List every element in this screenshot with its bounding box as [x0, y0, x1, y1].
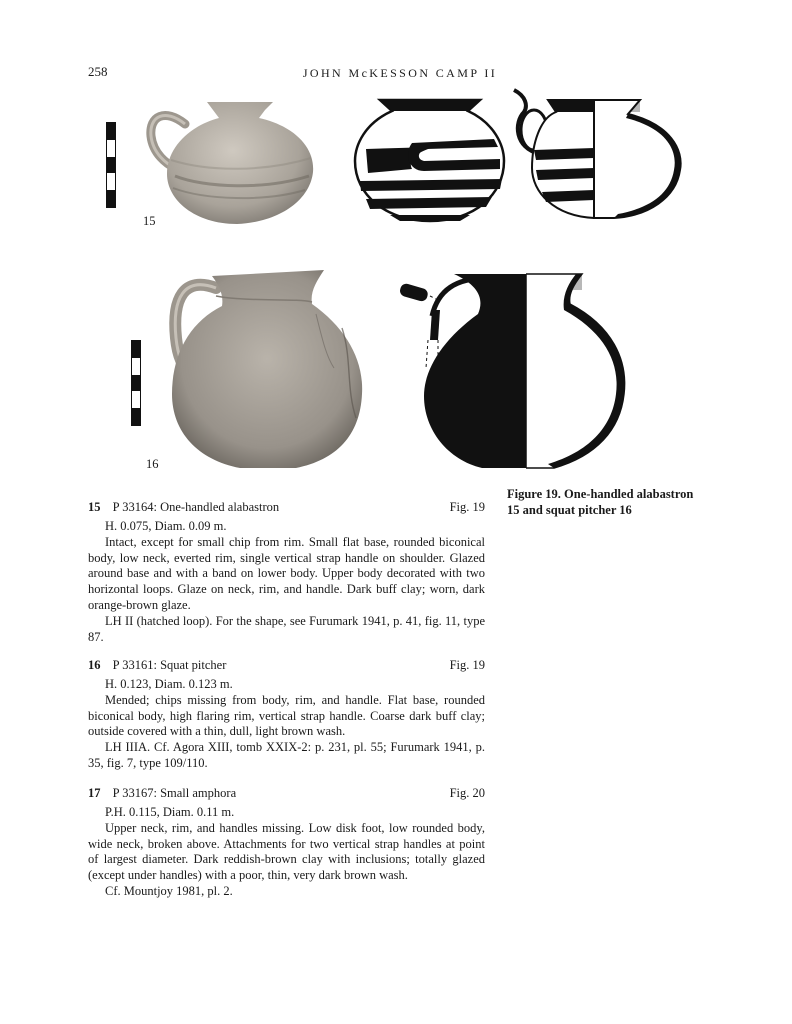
- entry-number: 15: [88, 500, 101, 514]
- entry-notes: LH IIIA. Cf. Agora XIII, tomb XXIX-2: p. 231, pl. 55; Furumark 1941, p. 35, fig. 7, type 109/110.: [88, 740, 485, 770]
- pitcher-photo: [166, 268, 368, 474]
- entry-title: P 33167: Small amphora: [112, 786, 237, 800]
- entry-title: P 33161: Squat pitcher: [112, 658, 227, 672]
- page-number: 258: [88, 64, 108, 79]
- scale-bar-15: [106, 122, 116, 208]
- entry-notes: Cf. Mountjoy 1981, pl. 2.: [105, 883, 233, 898]
- entry-fig-ref: Fig. 19: [449, 500, 485, 514]
- alabastron-drawing-section: [510, 88, 690, 226]
- catalog-entry-17: [88, 786, 485, 900]
- catalog-entry-15: [88, 500, 485, 645]
- figure-label-15: 15: [143, 214, 156, 228]
- entry-description: Intact, except for small chip from rim. Small flat base, rounded biconical body, low neck, everted rim, single vertical strap handle on shoulder. Glazed around base and with a band on lower body. Upper body decorated with two horizontal loops. Glaze on neck, rim, and handle. Dark buff clay; worn, dark orange-brown glaze.: [88, 534, 485, 612]
- entry-number: 17: [88, 786, 101, 800]
- running-title: JOHN McKESSON CAMP II: [302, 66, 498, 80]
- entry-dimensions: H. 0.123, Diam. 0.123 m.: [105, 677, 233, 691]
- entry-dimensions: P.H. 0.115, Diam. 0.11 m.: [105, 805, 235, 819]
- figure-label-16: 16: [146, 457, 159, 471]
- entry-number: 16: [88, 658, 101, 672]
- entry-fig-ref: Fig. 20: [449, 786, 485, 800]
- entry-dimensions: H. 0.075, Diam. 0.09 m.: [105, 519, 227, 533]
- alabastron-drawing-profile: [352, 97, 507, 225]
- entry-fig-ref: Fig. 19: [449, 658, 485, 672]
- figure-caption: Figure 19. One-handled alabastron 15 and squat pitcher 16: [507, 487, 694, 517]
- pitcher-drawing-section: [398, 270, 633, 470]
- catalog-entry-16: [88, 658, 485, 772]
- alabastron-photo: [145, 96, 320, 228]
- entry-description: Upper neck, rim, and handles missing. Low disk foot, low rounded body, wide neck, broken above. Attachments for two vertical strap handles at point of largest diameter. Dark reddish-brown clay with inclusions; totally glazed (except under handles) with a poor, thin, very dark brown wash.: [88, 820, 485, 883]
- scale-bar-16: [131, 340, 141, 426]
- entry-description: Mended; chips missing from body, rim, and handle. Flat base, rounded biconical body, high flaring rim, vertical strap handle. Coarse dark buff clay; outside covered with a thin, dull, light brown wash.: [88, 692, 485, 739]
- entry-title: P 33164: One-handled alabastron: [112, 500, 280, 514]
- entry-notes: LH II (hatched loop). For the shape, see Furumark 1941, p. 41, fig. 11, type 87.: [88, 613, 485, 644]
